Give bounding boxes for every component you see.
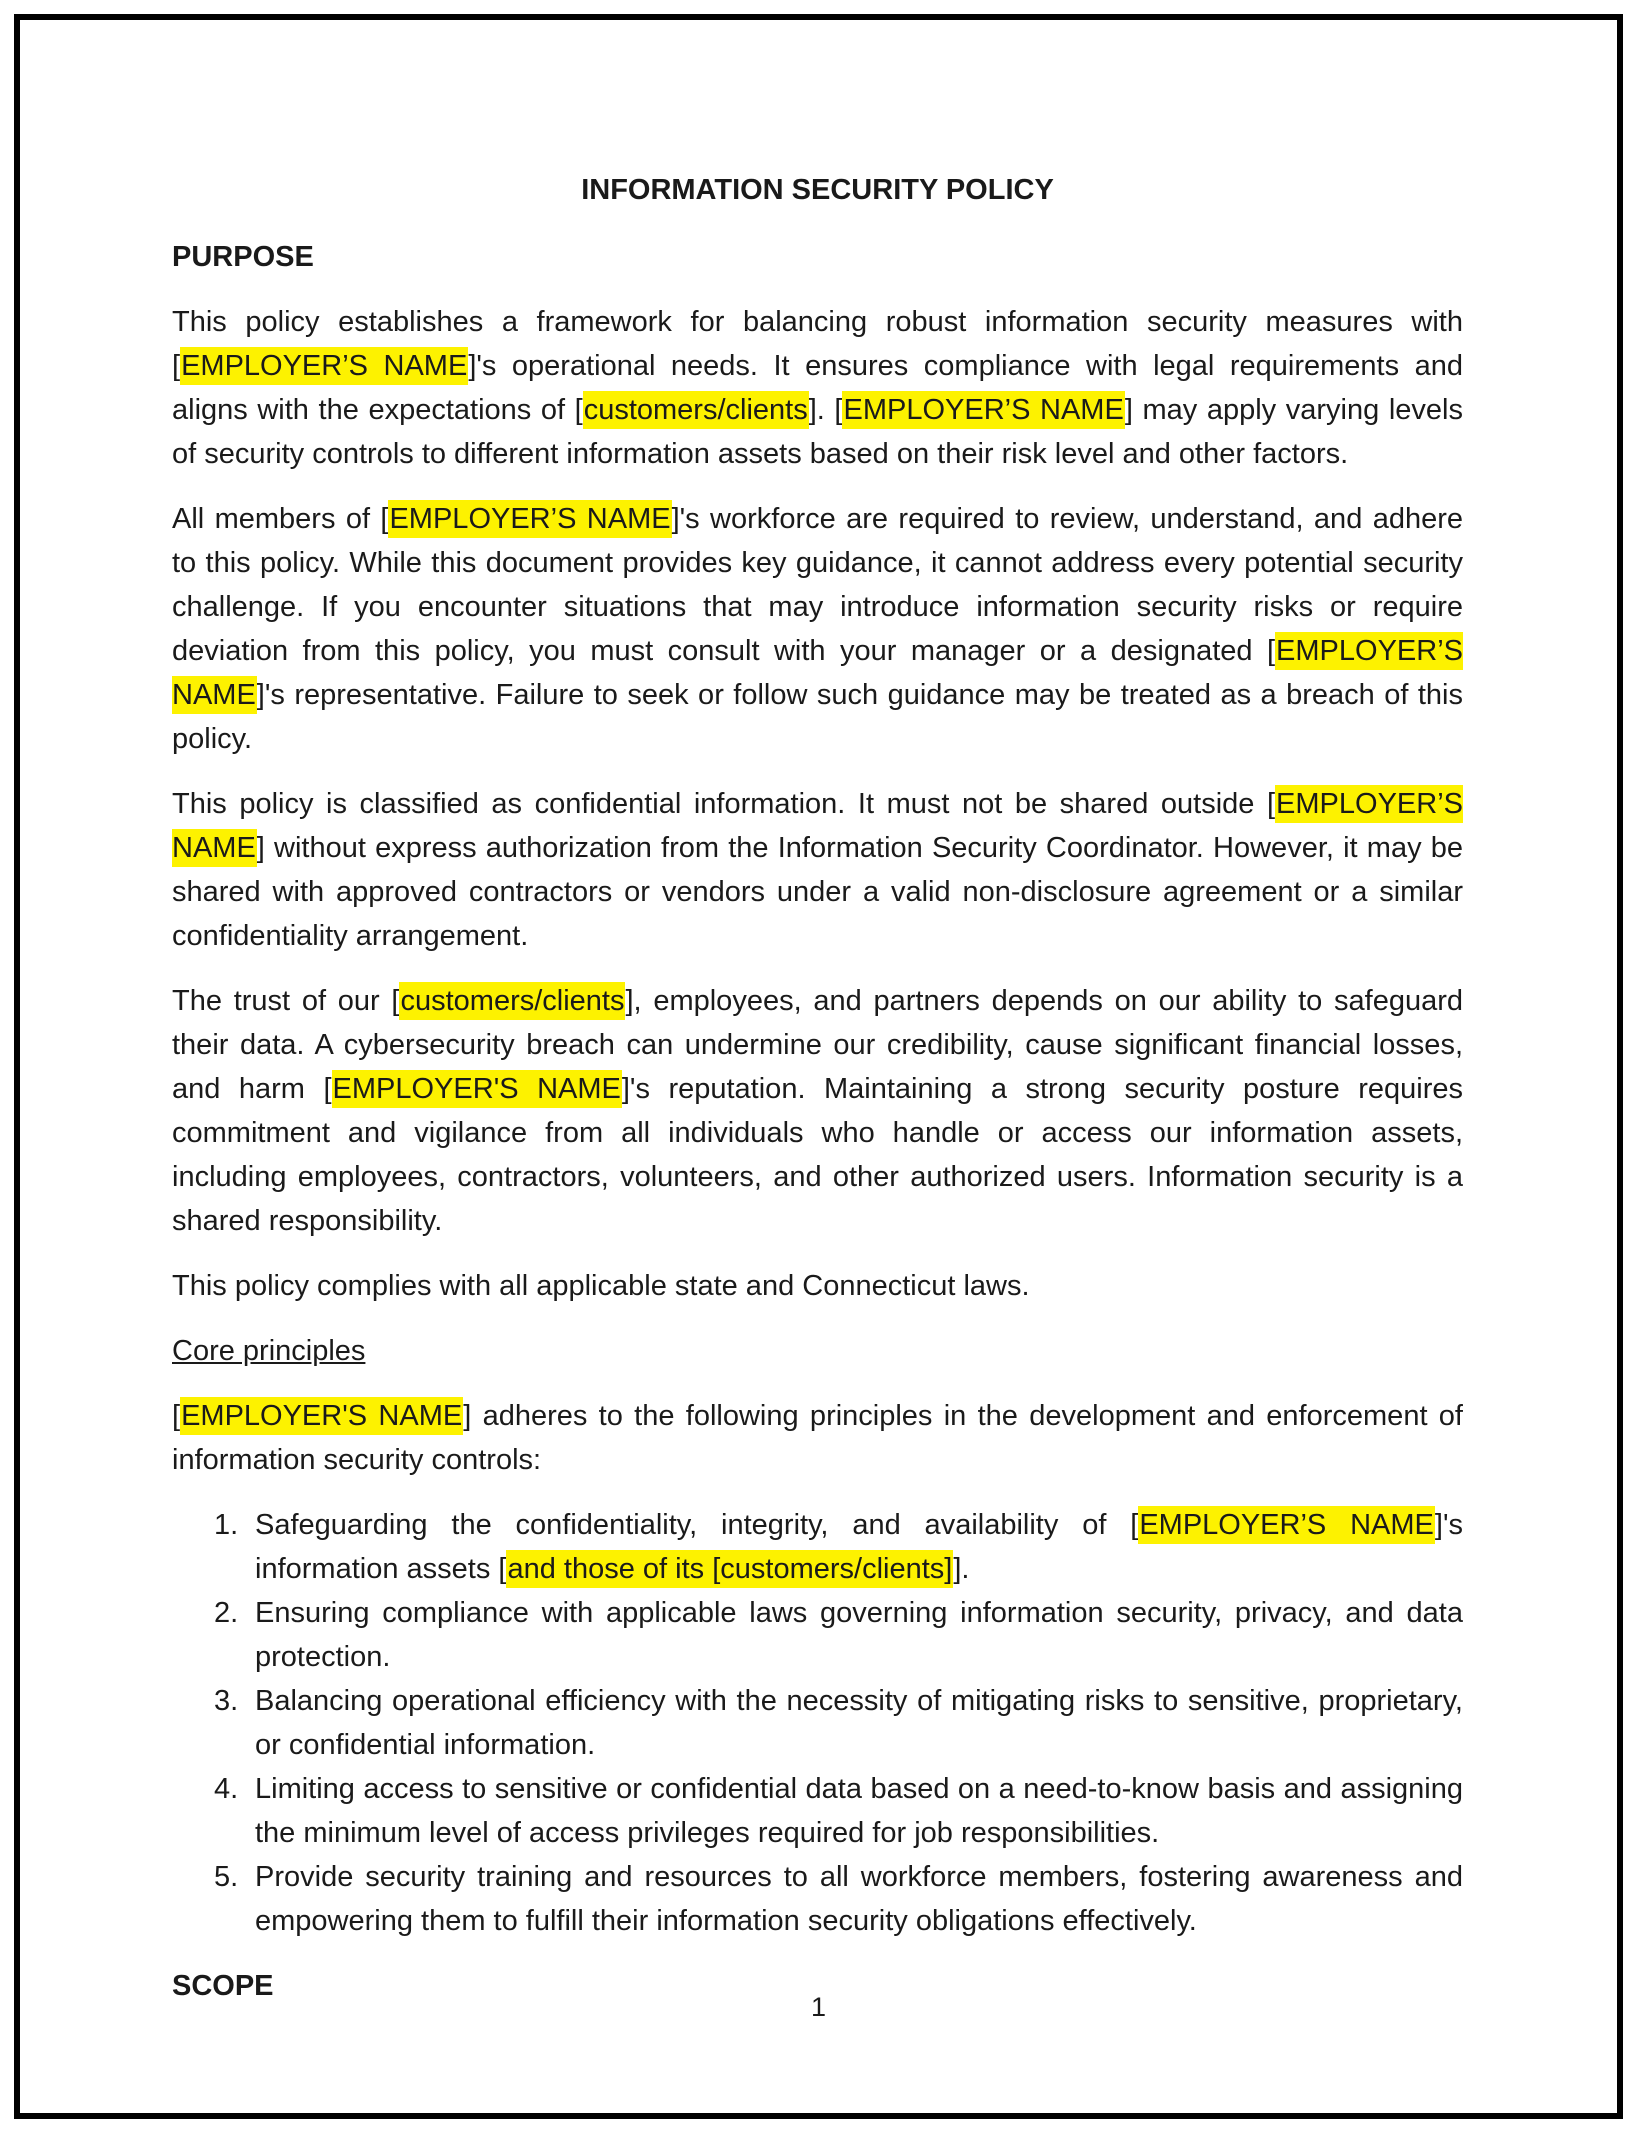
text-run: SCOPE [172, 1970, 274, 2002]
highlighted-placeholder: EMPLOYER'S NAME [332, 1070, 622, 1108]
text-run: Provide security training and resources to all workforce members, fostering awareness and empowering them to fulfill their information security obligations effectively. [255, 1861, 1463, 1937]
text-run: ]'s workforce are required to review, understand, and adhere to this policy. While this document provides key guidance, it cannot address every potential security challenge. If you encounter situations that may introduce information security risks or require deviation from this policy, you must consult with your manager or a designated [ [172, 503, 1463, 667]
document-title: INFORMATION SECURITY POLICY [581, 174, 1054, 206]
list-item-number: 5. [214, 1861, 239, 1893]
highlighted-placeholder: EMPLOYER’S NAME [388, 500, 671, 538]
list-item [172, 1767, 1463, 1855]
text-run: Ensuring compliance with applicable laws governing information security, privacy, and data protection. [255, 1597, 1463, 1673]
highlighted-placeholder: EMPLOYER’S NAME [180, 347, 468, 385]
text-run: ]'s information assets [ [255, 1509, 1463, 1585]
list-item [172, 1503, 1463, 1591]
paragraph [172, 1264, 1463, 1308]
list-item [172, 1855, 1463, 1943]
highlighted-placeholder: customers/clients [399, 982, 625, 1020]
list-item [172, 1591, 1463, 1679]
text-run: ]'s reputation. Maintaining a strong security posture requires commitment and vigilance from all individuals who handle or access our information assets, including employees, contractors, volunteers, and other authorized users. Information security is a shared responsibility. [172, 1073, 1463, 1237]
list-item-number: 2. [214, 1597, 239, 1629]
numbered-list [172, 1503, 1463, 1943]
text-run: This policy is classified as confidential information. It must not be shared outside [ [172, 788, 1276, 820]
highlighted-placeholder: EMPLOYER’S NAME [1138, 1506, 1435, 1544]
text-run: ], employees, and partners depends on our ability to safeguard their data. A cybersecurity breach can undermine our credibility, cause significant financial losses, and harm [ [172, 985, 1464, 1105]
highlighted-placeholder: EMPLOYER’S NAME [172, 632, 1463, 714]
text-run: Limiting access to sensitive or confidential data based on a need-to-know basis and assigning the minimum level of access privileges required for job responsibilities. [255, 1773, 1463, 1849]
text-run: PURPOSE [172, 241, 314, 273]
highlighted-placeholder: EMPLOYER’S NAME [172, 785, 1463, 867]
text-run: The trust of our [ [172, 985, 400, 1017]
highlighted-placeholder: EMPLOYER’S NAME [842, 391, 1124, 429]
list-item-number: 1. [214, 1509, 239, 1541]
paragraph [172, 782, 1463, 958]
paragraph [172, 1394, 1463, 1482]
text-run: ]. [ [808, 394, 843, 426]
text-run: Safeguarding the confidentiality, integrity, and availability of [ [255, 1509, 1139, 1541]
document-body [172, 168, 1463, 2029]
text-run: ] without express authorization from the Information Security Coordinator. However, it may be shared with approved contractors or vendors under a valid non-disclosure agreement or a similar confidentiality arrangement. [172, 832, 1463, 952]
text-run: ]'s representative. Failure to seek or follow such guidance may be treated as a breach of this policy. [172, 679, 1463, 755]
highlighted-placeholder: customers/clients [583, 391, 809, 429]
text-run: ] may apply varying levels of security controls to different information assets based on their risk level and other factors. [172, 394, 1463, 470]
text-run: ]'s operational needs. It ensures compliance with legal requirements and aligns with the expectations of [ [172, 350, 1463, 426]
text-run: This policy establishes a framework for balancing robust information security measures with [ [172, 306, 1463, 382]
text-run: ] adheres to the following principles in the development and enforcement of information security controls: [172, 1400, 1463, 1476]
document-blocks [172, 235, 1463, 2008]
paragraph [172, 300, 1463, 476]
highlighted-placeholder: EMPLOYER'S NAME [180, 1397, 463, 1435]
text-run: ]. [953, 1553, 970, 1585]
highlighted-placeholder: and those of its [customers/clients] [506, 1550, 953, 1588]
list-item-number: 3. [214, 1685, 239, 1717]
paragraph [172, 979, 1463, 1243]
list-item-number: 4. [214, 1773, 239, 1805]
text-run: This policy complies with all applicable state and Connecticut laws. [172, 1270, 1030, 1302]
section-heading [172, 235, 1463, 279]
list-item [172, 1679, 1463, 1767]
text-run: Core principles [172, 1335, 366, 1367]
underlined-heading [172, 1329, 1463, 1373]
text-run: All members of [ [172, 503, 389, 535]
page-number: 1 [810, 1992, 827, 2022]
text-run: Balancing operational efficiency with the necessity of mitigating risks to sensitive, proprietary, or confidential information. [255, 1685, 1463, 1761]
paragraph [172, 497, 1463, 761]
text-run: [ [172, 1400, 181, 1432]
